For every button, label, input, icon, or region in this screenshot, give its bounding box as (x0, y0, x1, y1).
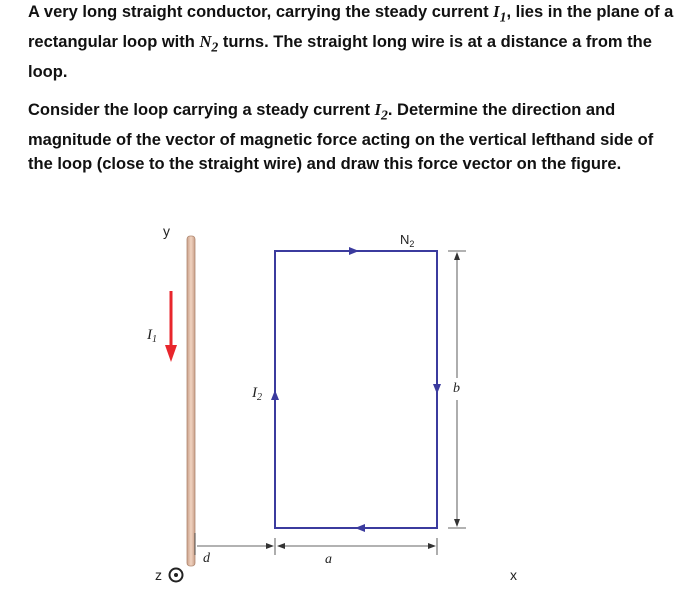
loop-arrow-right (433, 384, 441, 394)
text-run: , lies in the plane of a rectangular loop with (28, 3, 674, 51)
wire-current-arrow-head (165, 345, 177, 362)
symbol-i2: $I_2$ (374, 100, 388, 123)
dim-a-label: a (325, 552, 332, 567)
loop-arrow-top (349, 247, 359, 255)
out-of-page-dot (174, 573, 178, 577)
dim-a-arrow-left (277, 543, 285, 549)
axis-y-label: y (163, 223, 170, 239)
loop-arrow-bottom (355, 524, 365, 532)
loop-turns-label: $N_2$ (400, 232, 415, 249)
loop-arrow-left (271, 390, 279, 400)
dim-b-arrow-up (454, 252, 460, 260)
dim-b-arrow-down (454, 519, 460, 527)
dim-b-label: b (453, 381, 460, 396)
axis-z-label: z (155, 567, 162, 583)
loop-current-label: $I_2$ (252, 385, 262, 403)
straight-wire (187, 236, 195, 566)
text-run: turns. The straight long wire is at a distance a from the loop. (28, 32, 652, 81)
text-run: Consider the loop carrying a steady current (28, 101, 375, 119)
symbol-n2: $N_2$ (199, 31, 219, 55)
dim-d-label: d (203, 551, 210, 566)
dim-d-arrow (266, 543, 274, 549)
wire-current-label: $I_1$ (147, 327, 157, 345)
text-run: . Determine the direction and magnitude of the vector of magnetic force acting on the vertical lefthand side of the loop (close to the straight wire) and draw this force vector on the figure. (28, 101, 654, 174)
text-run: A very long straight conductor, carrying the steady current (28, 3, 494, 21)
axis-x-label: x (510, 567, 517, 583)
rectangular-loop (275, 251, 437, 528)
dim-a-arrow-right (428, 543, 436, 549)
symbol-i1: $I_1$ (493, 2, 507, 25)
